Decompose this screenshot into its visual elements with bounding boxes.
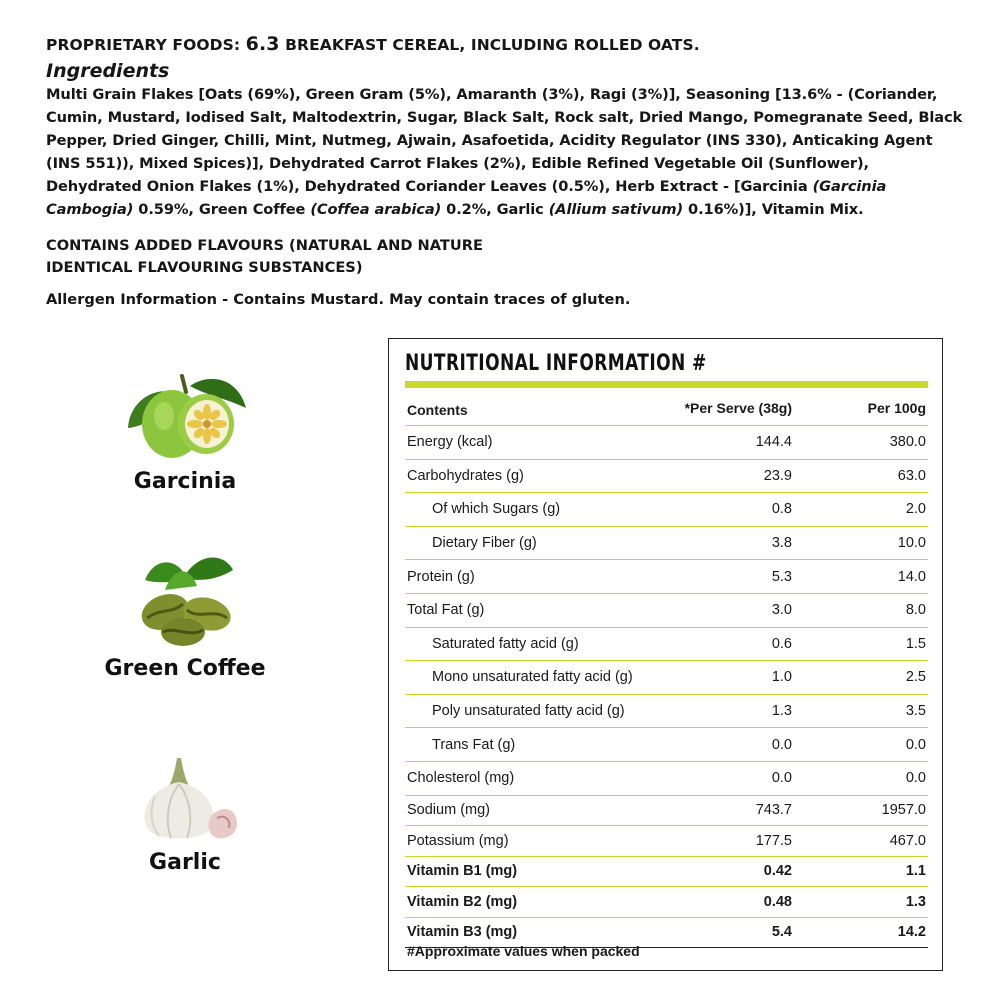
nutrient-name: Energy (kcal)	[405, 426, 662, 460]
nutrition-row	[405, 856, 928, 887]
garcinia-label: Garcinia	[133, 469, 237, 494]
nutrient-name: Of which Sugars (g)	[405, 493, 662, 527]
nutrient-per-100g: 14.0	[792, 560, 928, 594]
nutrient-per-serve: 23.9	[662, 459, 792, 493]
prop-number: 6.3	[245, 33, 280, 55]
nutrient-per-100g: 2.0	[792, 493, 928, 527]
nutrient-per-100g: 467.0	[792, 826, 928, 857]
nutrition-row	[405, 593, 928, 627]
nutrient-name: Poly unsaturated fatty acid (g)	[405, 694, 662, 728]
nutrient-per-serve: 0.0	[662, 761, 792, 795]
ingredients-part-4: 0.16%)], Vitamin Mix.	[683, 201, 864, 218]
nutrient-name: Cholesterol (mg)	[405, 761, 662, 795]
nutrition-row	[405, 761, 928, 795]
nutrition-row	[405, 493, 928, 527]
nutrition-row	[405, 661, 928, 695]
nutrition-panel	[388, 338, 943, 971]
nutrient-per-serve: 5.4	[662, 917, 792, 948]
ingredients-part-3: 0.2%, Garlic	[441, 201, 549, 218]
nutrient-per-100g: 380.0	[792, 426, 928, 460]
nutrient-per-100g: 63.0	[792, 459, 928, 493]
nutrition-row	[405, 526, 928, 560]
nutrient-name: Dietary Fiber (g)	[405, 526, 662, 560]
garlic-label: Garlic	[149, 850, 221, 875]
nutrient-per-serve: 0.42	[662, 856, 792, 887]
nutrition-header-row	[405, 389, 928, 426]
ingredients-part-1: Multi Grain Flakes [Oats (69%), Green Gram (5%), Amaranth (3%), Ragi (3%)], Seasoning [13.6% - (Coriander, Cumin, Mustard, Iodised Salt, Maltodextrin, Sugar, Black Salt, Rock salt, Dried Mango, Pomegranate Seed, Black Pepper, Dried Ginger, Chilli, Mint, Nutmeg, Ajwain, Asafoetida, Acidity Regulator (INS 330), Anticaking Agent (INS 551)), Mixed Spices)], Dehydrated Carrot Flakes (2%), Edible Refined Vegetable Oil (Sunflower), Dehydrated Onion Flakes (1%), Dehydrated Coriander Leaves (0.5%), Herb Extract - [Garcinia	[46, 86, 963, 195]
nutrition-title: NUTRITIONAL INFORMATION #	[405, 351, 707, 376]
proprietary-food-line	[46, 34, 966, 55]
garcinia-block	[85, 368, 285, 494]
nutrient-name: Mono unsaturated fatty acid (g)	[405, 661, 662, 695]
nutrition-row	[405, 795, 928, 826]
green-coffee-block	[85, 550, 285, 681]
nutrition-row	[405, 887, 928, 918]
nutrient-per-serve: 1.3	[662, 694, 792, 728]
ingredients-italic-1: (Garcinia Cambogia)	[46, 178, 887, 218]
col-contents: Contents	[405, 389, 662, 426]
nutrition-row	[405, 728, 928, 762]
nutrient-per-100g: 10.0	[792, 526, 928, 560]
nutrient-per-100g: 3.5	[792, 694, 928, 728]
nutrition-row	[405, 627, 928, 661]
nutrient-name: Carbohydrates (g)	[405, 459, 662, 493]
garlic-block	[85, 752, 285, 875]
nutrient-per-serve: 743.7	[662, 795, 792, 826]
ingredients-part-2: 0.59%, Green Coffee	[133, 201, 311, 218]
nutrient-name: Saturated fatty acid (g)	[405, 627, 662, 661]
green-coffee-label: Green Coffee	[104, 656, 266, 681]
nutrient-name: Vitamin B1 (mg)	[405, 856, 662, 887]
nutrient-name: Sodium (mg)	[405, 795, 662, 826]
nutrient-per-100g: 14.2	[792, 917, 928, 948]
nutrient-per-100g: 1.3	[792, 887, 928, 918]
flavours-statement: CONTAINS ADDED FLAVOURS (NATURAL AND NATURE IDENTICAL FLAVOURING SUBSTANCES)	[46, 237, 483, 276]
ingredients-section	[46, 34, 966, 311]
col-per-serve: *Per Serve (38g)	[662, 389, 792, 426]
nutrient-per-100g: 0.0	[792, 761, 928, 795]
nutrient-name: Vitamin B2 (mg)	[405, 887, 662, 918]
garlic-icon	[125, 752, 245, 844]
nutrient-per-100g: 2.5	[792, 661, 928, 695]
title-accent-bar	[405, 381, 928, 388]
nutrient-per-serve: 5.3	[662, 560, 792, 594]
nutrient-per-serve: 3.8	[662, 526, 792, 560]
green-coffee-icon	[125, 550, 245, 650]
nutrient-per-serve: 144.4	[662, 426, 792, 460]
nutrition-row	[405, 459, 928, 493]
nutrient-name: Trans Fat (g)	[405, 728, 662, 762]
nutrition-row	[405, 426, 928, 460]
prop-prefix: PROPRIETARY FOODS:	[46, 36, 246, 54]
nutrient-per-100g: 0.0	[792, 728, 928, 762]
ingredients-text	[46, 83, 966, 221]
nutrient-name: Total Fat (g)	[405, 593, 662, 627]
nutrient-per-serve: 177.5	[662, 826, 792, 857]
nutrition-row	[405, 826, 928, 857]
nutrient-per-serve: 0.0	[662, 728, 792, 762]
nutrient-name: Vitamin B3 (mg)	[405, 917, 662, 948]
nutrient-name: Potassium (mg)	[405, 826, 662, 857]
nutrient-per-serve: 3.0	[662, 593, 792, 627]
ingredients-title: Ingredients	[46, 60, 170, 82]
nutrient-per-serve: 0.6	[662, 627, 792, 661]
prop-suffix: BREAKFAST CEREAL, INCLUDING ROLLED OATS.	[279, 36, 700, 54]
nutrient-per-serve: 0.8	[662, 493, 792, 527]
nutrient-per-serve: 1.0	[662, 661, 792, 695]
col-per-100g: Per 100g	[792, 389, 928, 426]
ingredients-italic-2: (Coffea arabica)	[310, 201, 442, 218]
nutrient-per-100g: 1.5	[792, 627, 928, 661]
garcinia-icon	[120, 368, 250, 463]
ingredients-italic-3: (Allium sativum)	[548, 201, 684, 218]
allergen-information: Allergen Information - Contains Mustard. May contain traces of gluten.	[46, 291, 631, 308]
nutrient-per-100g: 8.0	[792, 593, 928, 627]
nutrient-per-100g: 1957.0	[792, 795, 928, 826]
nutrition-row	[405, 560, 928, 594]
nutrition-table	[405, 389, 928, 948]
nutrition-row	[405, 694, 928, 728]
nutrition-footnote: #Approximate values when packed	[407, 943, 640, 959]
nutrient-per-serve: 0.48	[662, 887, 792, 918]
nutrient-per-100g: 1.1	[792, 856, 928, 887]
nutrient-name: Protein (g)	[405, 560, 662, 594]
